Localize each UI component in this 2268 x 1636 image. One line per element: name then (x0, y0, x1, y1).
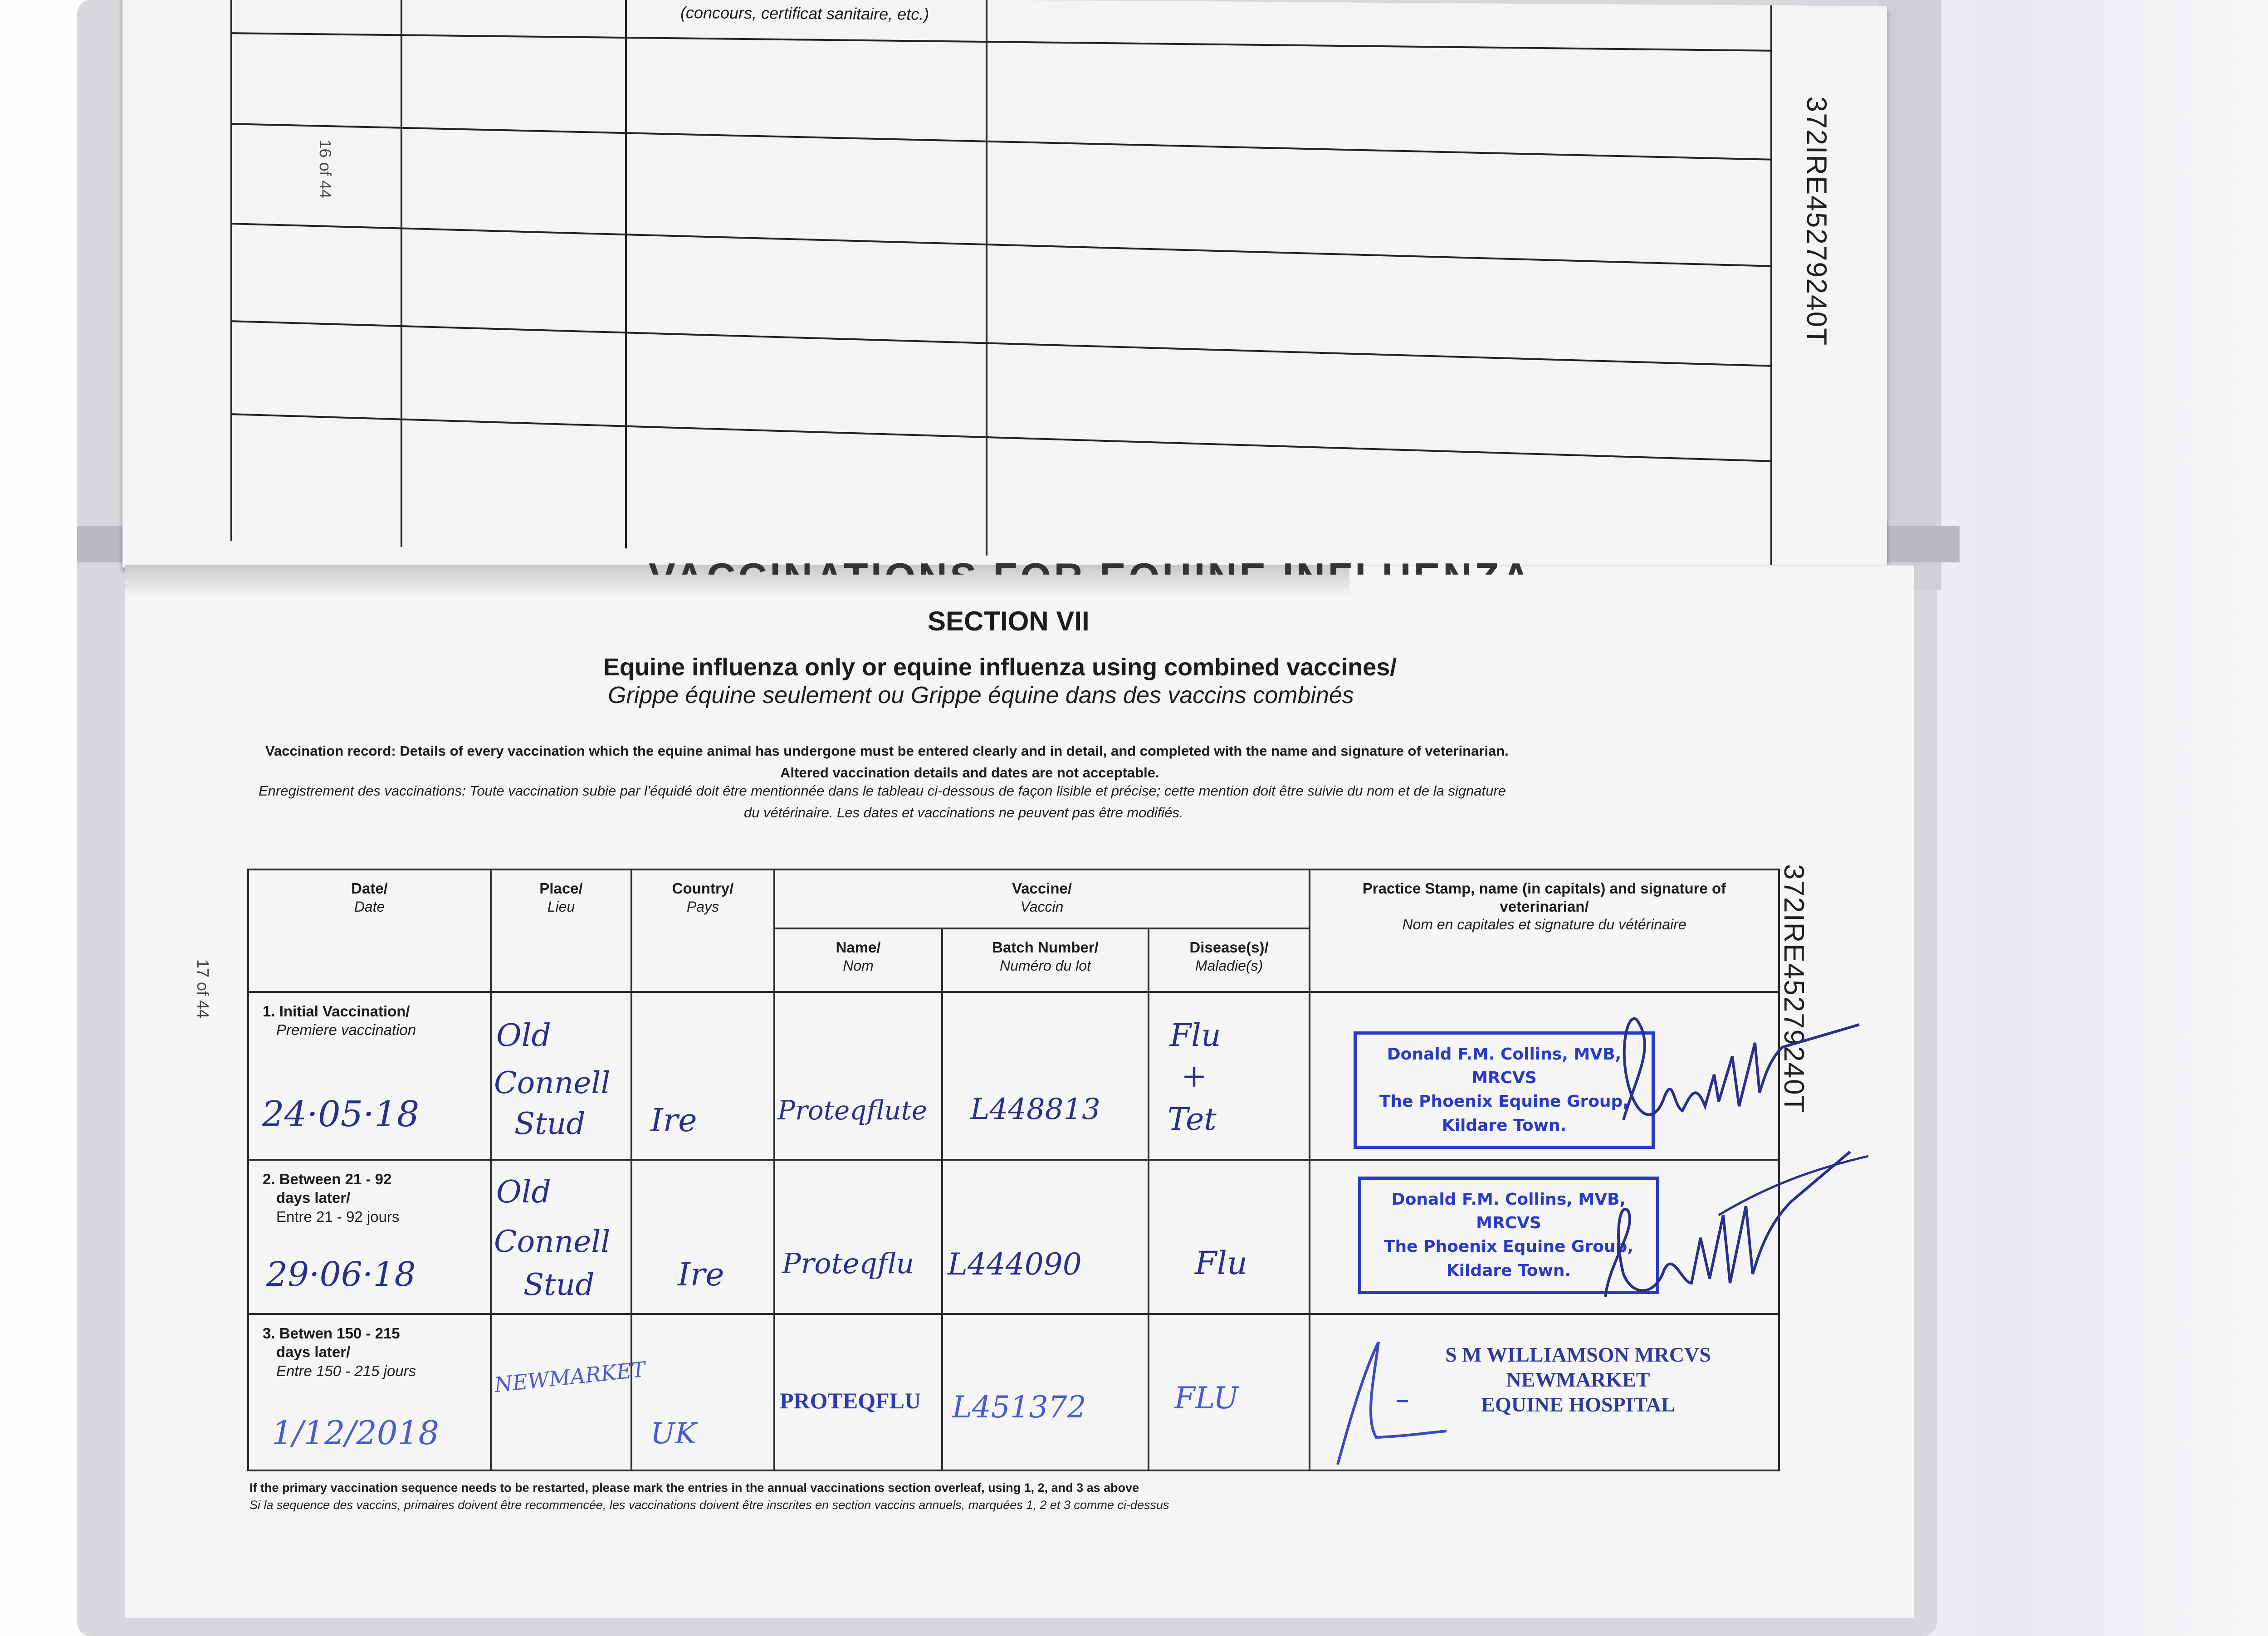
veterinary-stamp: Donald F.M. Collins, MVB, MRCVS The Phoenix Equine Group, Kildare Town. (1354, 1031, 1655, 1149)
row-label-third: 3. Betwen 150 - 215 days later/ Entre 150 - 215 jours 1/12/2018 (248, 1314, 491, 1470)
veterinarian-signature (1310, 993, 1900, 1156)
footnote-english: If the primary vaccination sequence needs to be restarted, please mark the entries in the annual vaccinations section overleaf, using 1, 2, and 3 as above (249, 1481, 1139, 1494)
header-batch-number: Batch Number/ Numéro du lot (942, 928, 1149, 992)
table-row (248, 1314, 1779, 1470)
row-label-second: 2. Between 21 - 92 days later/ Entre 21 - 92 jours 29·06·18 (248, 1160, 491, 1314)
footnote-french: Si la sequence des vaccins, primaires doivent être recommencée, les vaccinations doivent être inscrites en section vaccins annuels, marquées 1, 2 et 3 comme ci-dessus (249, 1498, 1169, 1512)
upper-serial-number: 372IRE45279240T (1801, 96, 1832, 347)
handwritten-place-line3: Stud (514, 1106, 586, 1141)
handwritten-place-line2: Connell (494, 1224, 611, 1259)
instruction-english-line2: Altered vaccination details and dates are not acceptable. (780, 765, 1159, 781)
lower-page-number: 17 of 44 (194, 959, 212, 1019)
instruction-french-line1: Enregistrement des vaccinations: Toute vaccination subie par l'équidé doit être mentionnée dans le tableau ci-dessous de façon lisible et précise; cette mention doit être suivie du nom et de la signature (259, 783, 1506, 799)
handwritten-date: 24·05·18 (262, 1094, 420, 1135)
practice-stamp-cell (1310, 992, 1779, 1160)
header-place: Place/ Lieu (491, 869, 631, 992)
lower-serial-number: 372IRE45279240T (1778, 864, 1809, 1114)
country-cell (631, 992, 774, 1160)
handwritten-batch-number: L451372 (952, 1390, 1086, 1425)
title-french: Grippe équine seulement ou Grippe équine dans des vaccins combinés (608, 682, 1354, 708)
handwritten-place-line1: Old (496, 1174, 552, 1210)
batch-number-cell (942, 992, 1149, 1160)
handwritten-date: 29·06·18 (266, 1255, 416, 1294)
handwritten-vaccine-name: Proteqflute (777, 1095, 928, 1126)
vaccine-name-cell (774, 1314, 942, 1470)
handwritten-disease-line1: Flu (1170, 1018, 1221, 1054)
instruction-french-line2: du vétérinaire. Les dates et vaccinations ne peuvent pas être modifiés. (744, 805, 1183, 820)
handwritten-place-line1: Old (496, 1018, 552, 1054)
vaccine-name-cell (774, 1160, 942, 1314)
upper-header-fragment: (concours, certificat sanitaire, etc.) (680, 3, 929, 24)
veterinary-stamp: S M WILLIAMSON MRCVS NEWMARKET EQUINE HOSPITAL (1445, 1343, 1711, 1416)
row-label-initial: 1. Initial Vaccination/ Premiere vaccination 24·05·18 (248, 992, 491, 1160)
table-row (248, 992, 1779, 1160)
place-cell (491, 1314, 647, 1470)
handwritten-place-line3: Stud (523, 1267, 595, 1302)
disease-cell (1149, 1160, 1310, 1314)
handwritten-date: 1/12/2018 (272, 1414, 440, 1452)
header-practice-stamp: Practice Stamp, name (in capitals) and signature of veterinarian/ Nom en capitales et signature du vétérinaire (1310, 869, 1779, 992)
place-cell (491, 1160, 631, 1314)
table-row (248, 1160, 1779, 1314)
instruction-english-line1: Vaccination record: Details of every vaccination which the equine animal has undergone must be entered clearly and in detail, and completed with the name and signature of veterinarian. (265, 743, 1509, 759)
practice-stamp-cell (1310, 1314, 1779, 1470)
handwritten-disease-line3: Tet (1168, 1102, 1217, 1138)
country-cell (631, 1314, 774, 1470)
handwritten-vaccine-name: Proteqflu (782, 1247, 914, 1280)
veterinarian-signature (1310, 1315, 1780, 1471)
handwritten-place: NEWMARKET (493, 1357, 647, 1397)
vaccination-table (247, 869, 1780, 1471)
handwritten-country: Ire (678, 1256, 724, 1293)
practice-stamp-cell (1310, 1160, 1779, 1314)
disease-cell (1149, 992, 1310, 1160)
handwritten-disease: FLU (1174, 1381, 1239, 1416)
handwritten-disease: Flu (1195, 1245, 1248, 1282)
batch-number-cell (942, 1160, 1149, 1314)
handwritten-place-line2: Connell (494, 1065, 611, 1100)
veterinary-stamp: Donald F.M. Collins, MVB, MRCVS The Phoenix Equine Group, Kildare Town. (1358, 1177, 1659, 1294)
title-english: Equine influenza only or equine influenza using combined vaccines/ (603, 654, 1397, 681)
handwritten-country: Ire (650, 1102, 697, 1139)
printed-vaccine-label: PROTEQFLU (780, 1388, 921, 1413)
handwritten-country: UK (650, 1417, 697, 1450)
header-date: Date/ Date (248, 869, 491, 992)
header-country: Country/ Pays (631, 869, 774, 992)
header-vaccine: Vaccine/ Vaccin (774, 869, 1310, 928)
header-vaccine-name: Name/ Nom (774, 928, 942, 992)
upper-page (122, 0, 1887, 580)
batch-number-cell (942, 1314, 1149, 1470)
section-title: SECTION VII (928, 606, 1090, 636)
handwritten-disease-line2: + (1181, 1059, 1207, 1094)
handwritten-batch-number: L448813 (970, 1093, 1100, 1126)
upper-table-grid (122, 0, 1887, 580)
disease-cell (1149, 1314, 1310, 1470)
place-cell (491, 992, 631, 1160)
header-disease: Disease(s)/ Maladie(s) (1149, 928, 1310, 992)
booklet-spine (1878, 0, 1941, 590)
handwritten-batch-number: L444090 (948, 1247, 1082, 1282)
veterinarian-signature (1310, 1161, 1900, 1324)
country-cell (631, 1160, 774, 1314)
upper-page-number: 16 of 44 (316, 139, 335, 199)
vaccine-name-cell (774, 992, 942, 1160)
